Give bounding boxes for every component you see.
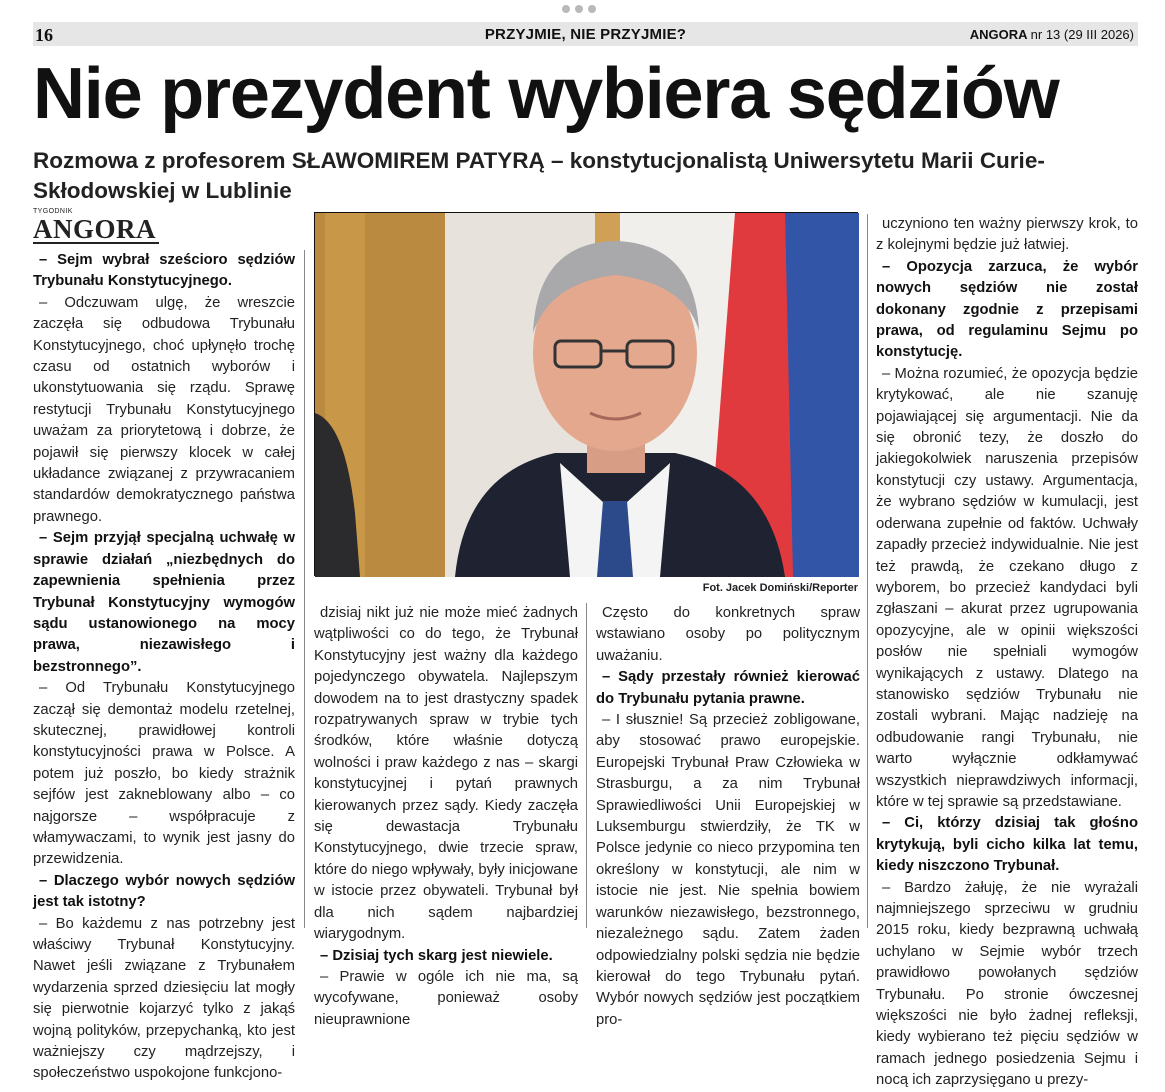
interview-question: – Ci, którzy dzisiaj tak głośno krytykują, byli cicho kilka lat temu, kiedy niszczono Trybunał.	[876, 815, 1138, 875]
column-3	[596, 603, 860, 1031]
interview-answer: – Można rozumieć, że opozycja będzie krytykować, ale nie szanuję pojawiającej się argumentacji. Nie da się obronić tezy, że doszło do jakiegokolwiek naruszenia przepisów konstytucji czy ustawy. Argumentacja, że wybrano sędziów w kumulacji, jest oderwana zupełnie od faktów. Uchwały zapadły przecież indywidualnie. Nie jest też prawdą, że czekano długo z wyborem, bo przecież kandydaci byli zgłaszani – akurat przez ugrupowania opozycyjne, ale w opinii większości posłów nie spełniali wymogów wynikających z ustawy. Dlatego na stanowisko sędziów Trybunału nie zostali wybrani. Mając nadzieję na odbudowanie rangi Trybunału, nie warto wyłącznie odkłamywać wszystkich nieprawdziwych informacji, które w tej sprawie są przedstawiane.	[876, 365, 1138, 810]
page-header	[33, 22, 1138, 46]
interview-answer: – Odczuwam ulgę, że wreszcie zaczęła się odbudowa Trybunału Konstytucyjnego, choć upłynęło trochę czasu od ostatnich wyborów i ukonstytuowania się rządu. Sprawę restytucji Trybunału Konstytucyjnego uważam za priorytetową i dobrze, że pojawił się pierwszy klocek w całej układance związanej z przywracaniem standardów demokratycznego państwa prawnego.	[33, 294, 295, 525]
portrait-illustration	[315, 213, 859, 577]
issue-number: nr 13 (29 III 2026)	[1030, 27, 1134, 42]
interview-question: – Dzisiaj tych skarg jest niewiele.	[320, 947, 553, 964]
logo-top-text: TYGODNIK	[33, 208, 73, 215]
interview-answer: uczyniono ten ważny pierwszy krok, to z kolejnymi będzie już łatwiej.	[876, 216, 1138, 254]
logo-name: ANGORA	[33, 216, 159, 244]
magazine-name: ANGORA	[969, 27, 1028, 42]
interview-answer: – Bo każdemu z nas potrzebny jest właściwy Trybunał Konstytucyjny. Nawet jeśli związane z Trybunałem wydarzenia sprzed dziesięciu lat mogły się pierwotnie kojarzyć tylko z jakąś wojną polityków, przepychanką, kto jest ważniejszy czy mądrzejszy, i społeczeństwo uspokojone funkcjono-	[33, 915, 295, 1082]
interview-answer: – I słusznie! Są przecież zobligowane, aby stosować prawo europejskie. Europejski Trybunał Praw Człowieka w Strasburgu, a za nim Trybunał Sprawiedliwości Unii Europejskiej w Luksemburgu stwierdziły, że TK w Polsce jedynie co nieco przypomina ten określony w konstytucji, ale nim w istocie nie jest. Nie spełnia bowiem warunków niezawisłego, bezstronnego, niezależnego sądu. Zatem żaden odpowiedzialny polski sędzia nie będzie kierował do tego Trybunału pytań. Wybór nowych sędziów jest początkiem pro-	[596, 712, 860, 1028]
headline: Nie prezydent wybiera sędziów	[33, 54, 1059, 134]
interview-photo	[314, 212, 858, 576]
interview-answer: – Bardzo żałuję, że nie wyrażali najmniejszego sprzeciwu w grudniu 2015 roku, kiedy bezprawną uchwałą uchylano w Sejmie wybór trzech prawidłowo powołanych sędziów Trybunału. Po stronie ówczesnej większości nie było żadnej refleksji, kiedy wybierano też pięciu sędziów w ramach jednego posiedzenia Sejmu i nocą ich zaprzysięgano u prezy-	[876, 879, 1138, 1089]
photo-caption: Fot. Jacek Domiński/Reporter	[702, 582, 858, 594]
page-indicator-dots	[562, 0, 604, 8]
interview-answer: – Od Trybunału Konstytucyjnego zaczął się demontaż modelu rzetelnej, skutecznej, prawidłowej kontroli konstytucyjności prawa w Polsce. A potem już poszło, bo kiedy strażnik sejfów jest zakneblowany albo – co najgorsze – współpracuje z włamywaczami, to wynik jest jasny do przewidzenia.	[33, 680, 295, 868]
angora-logo	[33, 208, 161, 246]
interview-answer: dzisiaj nikt już nie może mieć żadnych wątpliwości co do tego, że Trybunał Konstytucyjny jest ważny dla każdego pojedynczego obywatela. Najlepszym dowodem na to jest drastyczny spadek rozpatrywanych spraw w trybie tych środków, które właśnie dotyczą wolności i praw każdego z nas – skargi konstytucyjnej i pytań prawnych kierowanych przez sądy. Kiedy zaczęła się dewastacja Trybunału Konstytucyjnego, dwie trzecie spraw, które do niego wpływały, były inicjowane w istocie przez obywateli. Trybunał był dla nich sądem najbardziej wiarygodnym.	[314, 605, 578, 943]
column-2	[314, 603, 578, 1031]
section-title: PRZYJMIE, NIE PRZYJMIE?	[484, 26, 687, 43]
column-4	[876, 214, 1138, 1092]
interview-answer: Często do konkretnych spraw wstawiano osoby po politycznym uważaniu.	[596, 605, 860, 664]
subheadline: Rozmowa z profesorem SŁAWOMIREM PATYRĄ – konstytucjonalistą Uniwersytetu Marii Curie-Skłodowskiej w Lublinie	[33, 148, 1045, 203]
interview-question: – Sejm przyjął specjalną uchwałę w sprawie działań „niezbędnych do zapewnienia spełnienia przez Trybunał Konstytucyjny wymogów sądu ustanowionego na mocy prawa, niezawisłego i bezstronnego”.	[33, 530, 295, 675]
column-1	[33, 250, 295, 1085]
page-number: 16	[35, 25, 53, 45]
interview-answer: – Prawie w ogóle ich nie ma, są wycofywane, ponieważ osoby nieuprawnione	[314, 968, 578, 1028]
issue-info	[970, 27, 1134, 42]
column-divider	[586, 603, 587, 928]
column-divider	[304, 250, 305, 928]
interview-question: – Sądy przestały również kierować do Trybunału pytania prawne.	[596, 669, 860, 707]
column-divider	[867, 214, 868, 928]
interview-question: – Sejm wybrał sześcioro sędziów Trybunału Konstytucyjnego.	[33, 252, 295, 290]
interview-question: – Opozycja zarzuca, że wybór nowych sędziów nie został dokonany zgodnie z przepisami prawa, od regulaminu Sejmu po konstytucję.	[876, 258, 1138, 361]
interview-question: – Dlaczego wybór nowych sędziów jest tak istotny?	[33, 872, 295, 911]
